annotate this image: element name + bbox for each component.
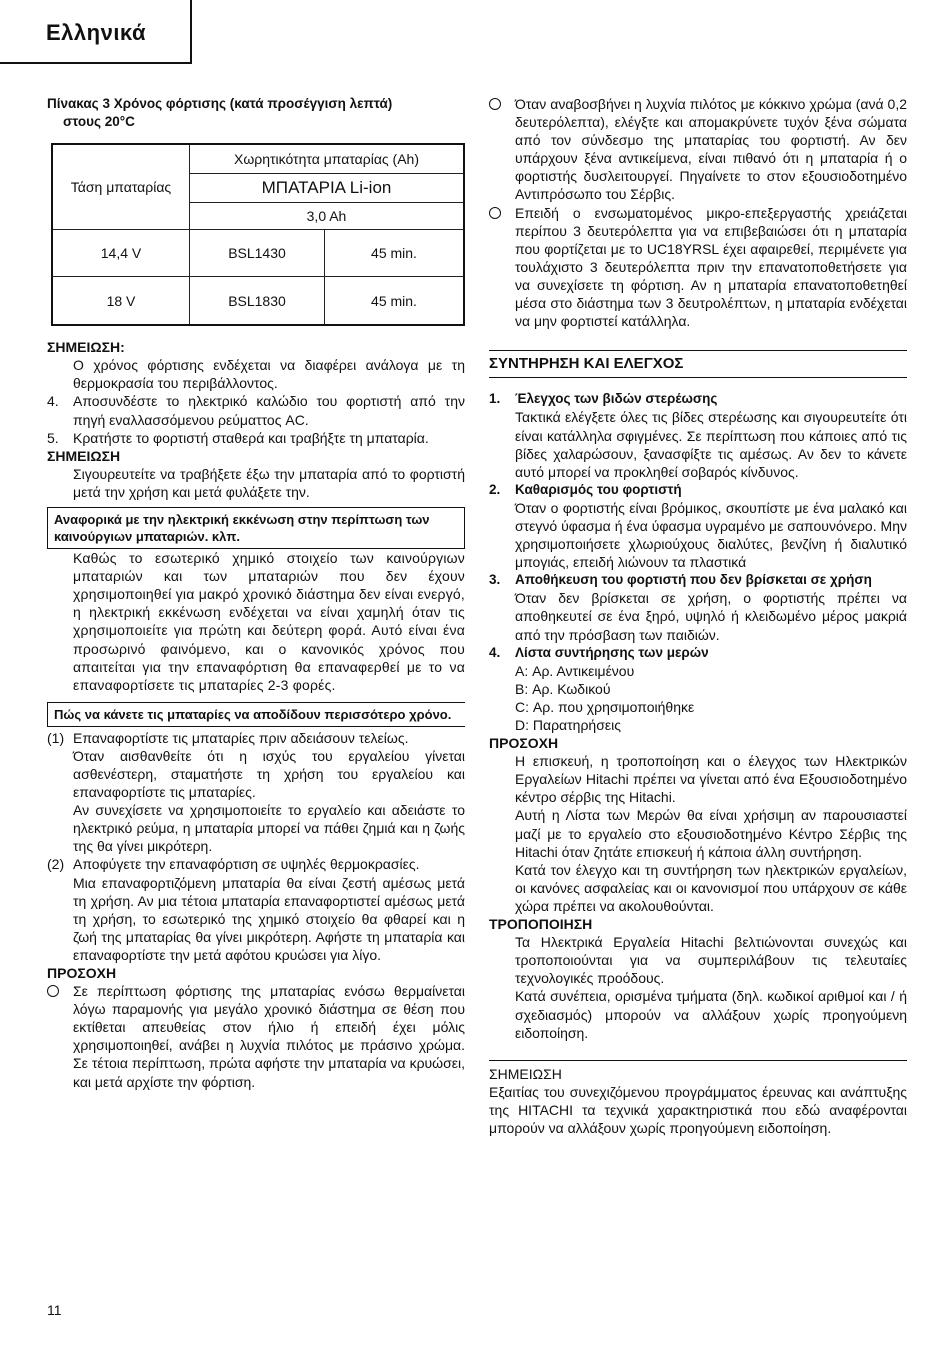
step-4-text: Αποσυνδέστε το ηλεκτρικό καλώδιο του φορτιστή από την πηγή εναλλασσόμενου ρεύματτος AC. — [73, 393, 465, 428]
maintenance-item-2-number: 2. — [489, 481, 501, 497]
bullet-circle-icon — [47, 982, 73, 1091]
modification-title: ΤΡΟΠΟΠΟΙΗΣΗ — [489, 916, 593, 933]
maintenance-item-1 — [489, 390, 907, 408]
note2-text: Σιγουρευτείτε να τραβήξετε έξω την μπαταρία από το φορτιστή μετά την χρήση και μετά φυλάξετε την. — [73, 465, 465, 500]
page-number: 11 — [47, 1302, 62, 1318]
table-row — [52, 230, 464, 277]
voltage-cell: 14,4 V — [52, 230, 190, 277]
discharge-box-text: Καθώς το εσωτερικό χημικό στοιχείο των καινούργιων μπαταριών και των μπαταριών που δεν έχουν χρησιμοποιηθεί για μακρό χρονικό διάστημα δεν είναι ενεργό, η ηλεκτρική εκκένωση ενδέχεται να είναι χαμηλή όταν τις χρησιμοποιείτε για πρώτη και δεύτερη φορά. Αυτό είναι ένα προσωρινό φαινόμενο, και ο κανονικός χρόνος που απαιτείται για την επαναφόρτιση θα επαναφερθεί με το να επαναφορτίσετε τις μπαταρίες 2-3 φορές. — [73, 550, 465, 693]
language-label: Ελληνικά — [46, 20, 146, 45]
table-caption-line1: Πίνακας 3 Χρόνος φόρτισης (κατά προσέγγιση λεπτά) — [47, 96, 393, 111]
final-note-text: Εξαιτίας του συνεχιζόμενου προγράμματος έρευνας και ανάπτυξης της HITACHI τα τεχνικά χαρακτηριστικά που εδώ αναφέρονται μπορούν να αλλάξουν χωρίς προηγούμενη ειδοποίηση. — [489, 1083, 907, 1136]
time-cell: 45 min. — [325, 277, 465, 326]
note1-text: Ο χρόνος φόρτισης ενδέχεται να διαφέρει ανάλογα με τη θερμοκρασία του περιβάλλοντος. — [73, 357, 465, 392]
caution-item-2 — [489, 95, 907, 204]
bullet-circle-icon — [489, 95, 515, 204]
time-cell: 45 min. — [325, 230, 465, 277]
caution-item-3 — [489, 204, 907, 331]
service-caution-title: ΠΡΟΣΟΧΗ — [489, 735, 559, 752]
maintenance-item-1-number: 1. — [489, 391, 501, 407]
maintenance-item-3-number: 3. — [489, 572, 501, 588]
table-caption — [47, 95, 465, 131]
maintenance-item-2-text: Όταν ο φορτιστής είναι βρόμικος, σκουπίστε με ένα μαλακό και στεγνό ύφασμα ή ένα ύφασμα υγραμένο με σαπουνόνερο. Μην χρησιμοποιήσετε χλωριούχους διαλύτες, βενζίνη ή διαλυτικό μπογιάς, επειδή λιώνουν τα πλαστικά — [515, 499, 907, 571]
service-caution-para-1: Η επισκευή, η τροποποίηση και ο έλεγχος των Ηλεκτρικών Εργαλείων Hitachi πρέπει να γίνεται από ένα Εξουσιοδοτημένο κέντρο σέρβις της Hitachi. — [515, 753, 907, 806]
tip-2-para-1: Μια επαναφορτιζόμενη μπαταρία θα είναι ζεστή αμέσως μετά τη χρήση. Αν μια τέτοια μπαταρία επαναφορτιστεί αμέσως μετά τη χρήση, το εσωτερικό της χημικό στοιχείο θα φθαρεί και η ζωή της μπαταρίας θα γίνει μικρότερη. Αφήστε τη μπαταρία και επαναφορτίστε την μετά αφότου κρυώσει για λίγο. — [73, 874, 465, 963]
maintenance-item-3-text: Όταν δεν βρίσκεται σε χρήση, ο φορτιστής πρέπει να αποθηκευτεί σε ένα ξηρό, υψηλό ή κλειδωμένο μέρος μακριά από την πρόσβαση των παιδιών. — [515, 590, 907, 643]
list-item: D: Παρατηρήσεις — [515, 717, 621, 733]
right-column — [489, 95, 907, 1137]
caution-item-1-text: Σε περίπτωση φόρτισης της μπαταρίας ενόσω θερμαίνεται λόγω παραμονής για μεγάλο χρονικό διάστημα σε θέση που εκτίθεται απευθείας στον ήλιο ή επειδή έχει μόλις χρησιμοποιηθεί, ανάβει η λυχνία πιλότος με πράσινο χρώμα. Σε τέτοια περίπτωση, πρώτα αφήστε την μπαταρία να κρυώσει, και μετά αρχίστε την φόρτιση. — [73, 983, 465, 1090]
maintenance-item-3 — [489, 571, 907, 589]
voltage-header: Τάση μπαταρίας — [52, 144, 190, 230]
left-column — [47, 95, 465, 1091]
step-5 — [47, 429, 465, 447]
step-5-text: Κρατήστε το φορτιστή σταθερά και τραβήξτε τη μπαταρία. — [73, 429, 429, 446]
tip-1-number: (1) — [47, 729, 65, 746]
list-item: B: Αρ. Κωδικού — [515, 680, 611, 697]
maintenance-item-1-text: Τακτικά ελέγξετε όλες τις βίδες στερέωσης και σιγουρευτείτε ότι είναι κατάλληλα σφιγμένες. Σε περίπτωση που κάποιες από τις βίδες χαλαρώσουν, ξανασφίξτε τις αμέσως. Αν δεν το κάνετε αυτό μπορεί να προκληθεί σοβαρός κίνδυνος. — [515, 409, 907, 480]
modification-para-2: Κατά συνέπεια, ορισμένα τμήματα (δηλ. κωδικοί αριθμοί και / ή σχεδιασμός) μπορούν να αλλάξουν χωρίς προηγούμενη ειδοποίηση. — [515, 988, 907, 1041]
parts-list — [489, 662, 907, 734]
capacity-header: Χωρητικότητα μπαταρίας (Ah) — [190, 144, 465, 174]
step-4 — [47, 392, 465, 428]
note2-title: ΣΗΜΕΙΩΣΗ — [47, 447, 121, 464]
voltage-cell: 18 V — [52, 277, 190, 326]
model-cell: BSL1830 — [190, 277, 325, 326]
caution-item-1 — [47, 982, 465, 1091]
maintenance-item-4-title: Λίστα συντήρησης των μερών — [515, 644, 709, 660]
maintenance-item-4-number: 4. — [489, 644, 501, 660]
bullet-circle-icon — [489, 204, 515, 331]
list-item: A: Αρ. Αντικειμένου — [515, 662, 635, 679]
modification-para-1: Τα Ηλεκτρικά Εργαλεία Hitachi βελτιώνονται συνεχώς και τροποποιούνται για να συμπεριλάβουν τις τελευταίες τεχνολογικές προόδους. — [515, 934, 907, 987]
note1-title: ΣΗΜΕΙΩΣΗ: — [47, 339, 125, 356]
tip-1 — [47, 729, 465, 747]
caution-title: ΠΡΟΣΟΧΗ — [47, 965, 117, 981]
tip-2-lead: Αποφύγετε την επαναφόρτιση σε υψηλές θερμοκρασίες. — [73, 856, 420, 873]
tip-1-lead: Επαναφορτίστε τις μπαταρίες πριν αδειάσουν τελείως. — [73, 729, 409, 746]
table-caption-line2: στους 20°C — [63, 114, 135, 130]
tip-2 — [47, 855, 465, 873]
caution-item-3-text: Επειδή ο ενσωματομένος μικρο-επεξεργαστής χρειάζεται περίπου 3 δευτερόλεπτα για να επιβεβαιώσει ότι η μπαταρία που φορτίζεται με το UC18YRSL έχει αφαιρεθεί, περιμένετε για τουλάχιστο 3 δευτερόλεπτα πριν την επανατοποθετήσετε για να συνεχίσετε τη φόρτιση. Αν η μπαταρία επανατοποθετηθεί μέσα στο διάστημα των 3 δευτρολέπτων, η μπαταρία ενδέχεται να μην φορτιστεί κατάλληλα. — [515, 204, 907, 330]
maintenance-item-4 — [489, 644, 907, 662]
language-tab — [0, 0, 192, 64]
maintenance-item-2-title: Καθαρισμός του φορτιστή — [515, 481, 682, 497]
capacity-value: 3,0 Ah — [190, 203, 465, 230]
maintenance-item-2 — [489, 481, 907, 499]
tip-1-para-2: Αν συνεχίσετε να χρησιμοποιείτε το εργαλείο και αδειάστε το ηλεκτρικό ρεύμα, η μπαταρία μπορεί να πάθει ζημιά και η ζωής της θα γίνει μικρότερη. — [73, 802, 465, 855]
tip-2-number: (2) — [47, 856, 65, 873]
tip-1-para-1: Όταν αισθανθείτε ότι η ισχύς του εργαλείου γίνεται ασθενέστερη, σταματήστε τη χρήση του εργαλείου και επαναφορτίστε τις μπαταρίες. — [73, 747, 465, 801]
final-note — [489, 1060, 907, 1137]
caution-item-2-text: Όταν αναβοσβήνει η λυχνία πιλότος με κόκκινο χρώμα (ανά 0,2 δευτερόλεπτα), ελέγξτε και απομακρύνετε τυχόν ξένα σώματα από τον σύνδεσμο της μπαταρίας του φορτιστή. Αν δεν υπάρχουν ξένα αντικείμενα, είναι πιθανό ότι η μπαταρία ή ο φορτιστής δυσλειτουργεί. Πηγαίνετε το στον εξουσιοδοτημένο Αντιπρόσωπο του Σέρβις. — [515, 96, 907, 203]
service-caution-para-3: Κατά τον έλεγχο και τη συντήρηση των ηλεκτρικών εργαλείων, οι κανόνες ασφαλείας και οι κανονισμοί που υπάρχουν σε κάθε χώρα πρέπει να ακολουθούνται. — [515, 861, 907, 914]
list-item: C: Αρ. που χρησιμοποιήθηκε — [515, 698, 695, 715]
step-5-number: 5. — [47, 429, 59, 446]
battery-life-box-title: Πώς να κάνετε τις μπαταρίες να αποδίδουν περισσότερο χρόνο. — [47, 702, 465, 727]
model-cell: BSL1430 — [190, 230, 325, 277]
battery-type: ΜΠΑΤΑΡΙΑ Li-ion — [190, 174, 465, 203]
discharge-box-title: Αναφορικά με την ηλεκτρική εκκένωση στην περίπτωση των καινούργιων μπαταριών. κλπ. — [47, 507, 465, 549]
service-caution-para-2: Αυτή η Λίστα των Μερών θα είναι χρήσιμη αν παρουσιαστεί μαζί με το εργαλείο στο εξουσιοδοτημένο Κέντρο Σέρβις της Hitachi όταν ζητάτε επισκευή ή κάποια άλλη συντήρηση. — [515, 807, 907, 860]
final-note-title: ΣΗΜΕΙΩΣΗ — [489, 1065, 562, 1082]
maintenance-section-title: ΣΥΝΤΗΡΗΣΗ ΚΑΙ ΕΛΕΓΧΟΣ — [489, 350, 907, 378]
charging-time-table — [51, 143, 465, 326]
maintenance-item-3-title: Αποθήκευση του φορτιστή που δεν βρίσκεται σε χρήση — [515, 572, 872, 588]
table-row — [52, 277, 464, 326]
maintenance-item-1-title: Έλεγχος των βιδών στερέωσης — [515, 391, 718, 407]
step-4-number: 4. — [47, 393, 59, 410]
